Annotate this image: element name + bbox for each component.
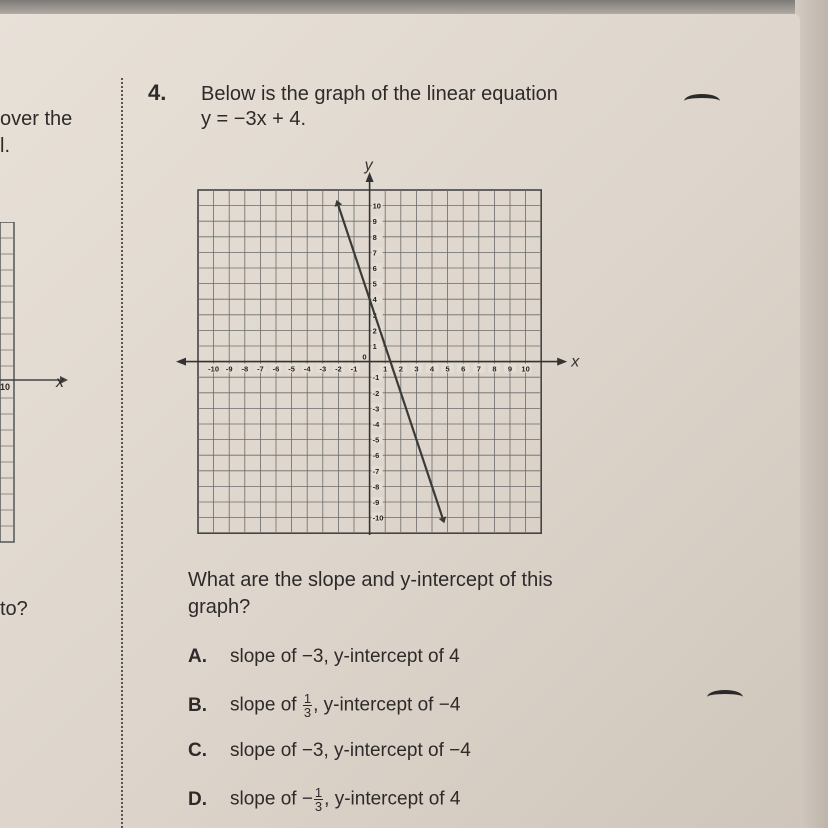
question-line-1: What are the slope and y-intercept of this (188, 569, 553, 591)
choice-letter: A. (188, 646, 207, 667)
choice-text: slope of $\frac{1}{3}$ , y-intercept of −4 (230, 691, 461, 720)
x-tick-label: -3 (319, 364, 327, 374)
x-tick-label: 8 (492, 364, 497, 374)
column-divider (121, 78, 123, 828)
choice-text: slope of −3, y-intercept of 4 (230, 646, 460, 667)
x-tick-label: -5 (288, 364, 295, 374)
fraction: $\frac{1}{3}$ (314, 785, 323, 814)
prompt-line-2: y = −3x + 4. (201, 108, 307, 130)
x-tick-label: -8 (241, 364, 249, 374)
left-tick-label: 10 (0, 382, 11, 392)
x-tick-label: -2 (335, 364, 342, 374)
x-tick-label: 10 (521, 364, 530, 374)
choice-b[interactable] (188, 692, 460, 719)
choice-a[interactable] (188, 646, 460, 668)
origin-label: 0 (362, 352, 367, 362)
y-tick-label: -2 (372, 388, 380, 398)
question-prompt (201, 82, 558, 132)
x-tick-label: -6 (272, 364, 280, 374)
x-tick-label: -10 (208, 364, 220, 374)
question-text (188, 567, 608, 621)
fraction: $\frac{1}{3}$ (303, 691, 312, 720)
x-tick-label: -1 (350, 364, 358, 374)
left-axis-label-x: x (56, 374, 64, 391)
prompt-line-1: Below is the graph of the linear equation (201, 83, 558, 105)
left-fragment-to: to? (0, 598, 28, 620)
y-tick-label: -10 (372, 513, 384, 523)
y-tick-label: 7 (372, 248, 377, 258)
choice-text: slope of −3, y-intercept of −4 (230, 740, 471, 761)
choice-c[interactable] (188, 740, 471, 762)
question-number: 4. (148, 80, 167, 105)
y-tick-label: -3 (372, 404, 380, 414)
y-tick-label: -9 (372, 498, 380, 507)
choice-letter: C. (188, 740, 207, 761)
x-tick-label: 6 (461, 364, 466, 374)
y-tick-label: 4 (372, 295, 377, 305)
x-tick-label: -9 (225, 364, 233, 374)
coordinate-grid-chart (170, 160, 590, 535)
y-tick-label: -7 (372, 466, 380, 476)
x-axis-arrow-right (557, 358, 567, 366)
y-tick-label: 2 (372, 326, 377, 336)
x-tick-label: 5 (445, 364, 450, 374)
x-tick-label: -7 (257, 364, 264, 374)
question-line-2: graph? (188, 596, 251, 618)
x-tick-label: 2 (398, 364, 403, 374)
x-tick-label: 7 (476, 364, 481, 374)
y-axis-label: y (364, 160, 373, 174)
y-tick-label: 1 (372, 342, 377, 351)
x-tick-label: 4 (429, 364, 435, 374)
y-tick-label: -5 (372, 435, 380, 445)
y-tick-label: 3 (372, 310, 377, 320)
choice-d[interactable] (188, 786, 460, 813)
y-tick-label: 9 (372, 217, 377, 227)
left-fragment-over-the: over the (0, 108, 73, 130)
y-tick-label: -1 (372, 373, 380, 383)
choice-text: slope of − $\frac{1}{3}$ , y-intercept of 4 (230, 785, 461, 814)
x-axis-label: x (571, 353, 580, 371)
x-tick-label: 1 (383, 364, 388, 374)
x-tick-label: 3 (414, 364, 419, 374)
x-axis-arrow-left (176, 358, 186, 366)
left-fragment-l: l. (0, 135, 10, 157)
y-tick-label: 6 (372, 264, 377, 273)
y-tick-label: 5 (372, 279, 377, 289)
choice-letter: D. (188, 788, 207, 810)
binder-clip-bottom (707, 690, 743, 704)
y-tick-label: -8 (372, 482, 380, 492)
x-tick-label: 9 (507, 364, 513, 374)
y-tick-label: 10 (372, 201, 381, 211)
x-tick-label: -4 (303, 364, 311, 374)
y-tick-label: -4 (372, 420, 380, 429)
y-tick-label: 8 (372, 232, 377, 242)
y-tick-label: -6 (372, 451, 380, 461)
binder-clip-top (684, 94, 720, 108)
choice-letter: B. (188, 694, 207, 716)
